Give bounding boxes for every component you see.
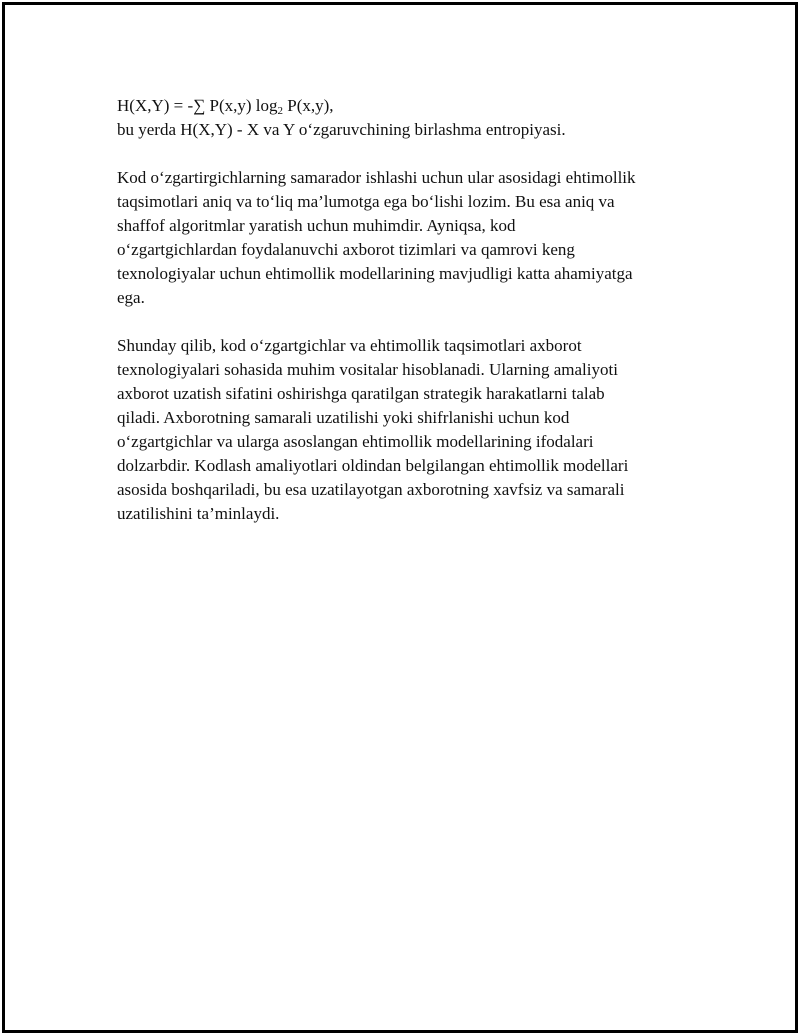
formula-log-base: 2: [277, 105, 284, 117]
paragraph-line: texnologiyalar uchun ehtimollik modellarining mavjudligi katta ahamiyatga: [117, 264, 633, 283]
paragraph-line: taqsimotlari aniq va to‘liq ma’lumotga ega bo‘lishi lozim. Bu esa aniq va: [117, 192, 615, 211]
formula-explanation: bu yerda H(X,Y) - X va Y o‘zgaruvchining birlashma entropiyasi.: [117, 120, 566, 139]
document-body: [117, 94, 697, 550]
formula-lhs: H(X,Y) = -∑ P(x,y) log: [117, 96, 278, 115]
paragraph-line: qiladi. Axborotning samarali uzatilishi yoki shifrlanishi uchun kod: [117, 408, 570, 427]
paragraph-line: o‘zgartgichlardan foydalanuvchi axborot tizimlari va qamrovi keng: [117, 240, 575, 259]
paragraph-line: ega.: [117, 288, 145, 307]
paragraph-line: o‘zgartgichlar va ularga asoslangan ehtimollik modellarining ifodalari: [117, 432, 594, 451]
paragraph-line: dolzarbdir. Kodlash amaliyotlari oldindan belgilangan ehtimollik modellari: [117, 456, 629, 475]
paragraph-line: axborot uzatish sifatini oshirishga qaratilgan strategik harakatlarni talab: [117, 384, 605, 403]
paragraph-line: uzatilishini ta’minlaydi.: [117, 504, 280, 523]
paragraph-spacer: [117, 142, 697, 166]
paragraph-line: Kod o‘zgartirgichlarning samarador ishlashi uchun ular asosidagi ehtimollik: [117, 168, 636, 187]
formula-rhs: P(x,y),: [283, 96, 334, 115]
paragraph-line: texnologiyalari sohasida muhim vositalar hisoblanadi. Ularning amaliyoti: [117, 360, 618, 379]
paragraph-line: asosida boshqariladi, bu esa uzatilayotgan axborotning xavfsiz va samarali: [117, 480, 625, 499]
paragraph-line: Shunday qilib, kod o‘zgartgichlar va ehtimollik taqsimotlari axborot: [117, 336, 582, 355]
paragraph-2: [117, 334, 697, 526]
paragraph-line: shaffof algoritmlar yaratish uchun muhimdir. Ayniqsa, kod: [117, 216, 516, 235]
entropy-formula: [117, 94, 697, 118]
paragraph-1: [117, 166, 697, 310]
